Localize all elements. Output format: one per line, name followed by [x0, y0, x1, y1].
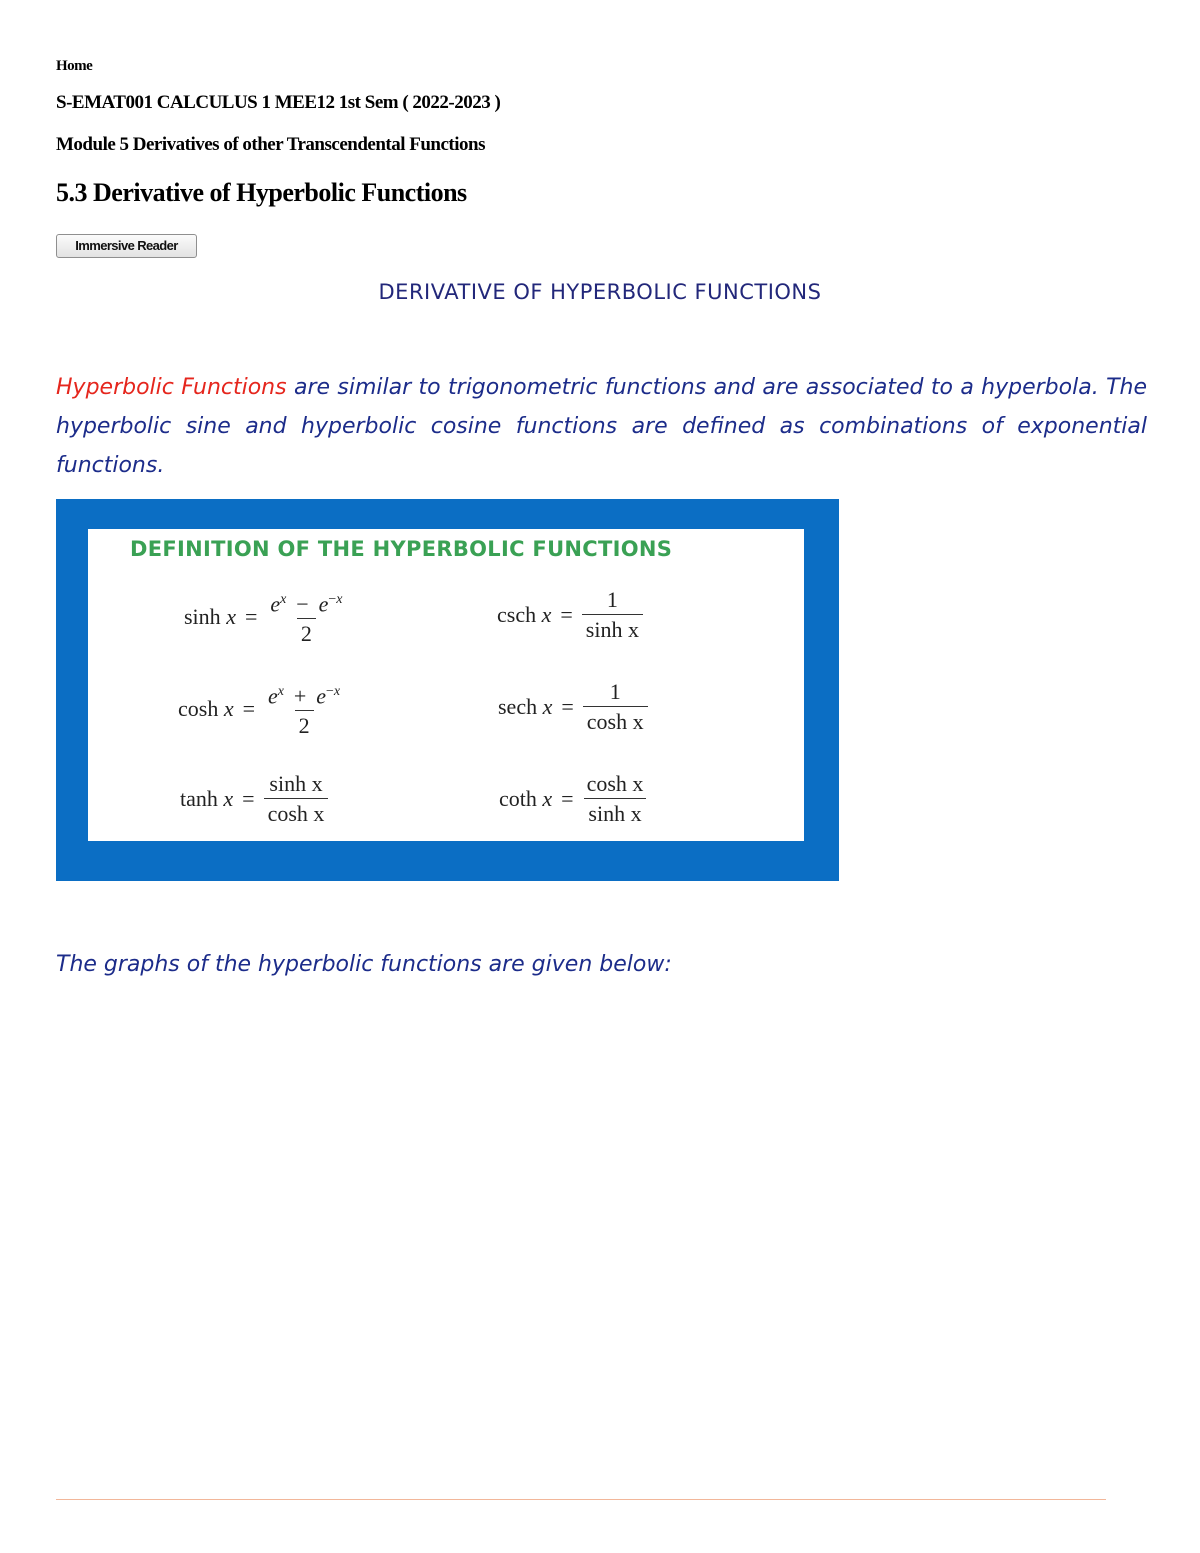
figure-title: DEFINITION OF THE HYPERBOLIC FUNCTIONS [130, 537, 673, 561]
equation-coth: coth x = $\frac{\text{cosh x}}{\text{sinh x}}$ [499, 771, 647, 827]
equation-coth-var: x [542, 786, 553, 811]
equation-csch: csch x = $\frac{1}{\text{sinh x}}$ [497, 587, 643, 643]
equation-sinh-numerator: $e^x - e^{-x}$ [270, 591, 343, 617]
equation-tanh: tanh x = $\frac{\text{sinh x}}{\text{cosh x}}$ [180, 771, 328, 827]
equation-sech: sech x = $\frac{1}{\text{cosh x}}$ [498, 679, 648, 735]
equation-sinh-name: sinh [184, 604, 221, 630]
footer-divider [56, 1499, 1106, 1500]
equation-csch-denominator: sinh x [582, 614, 643, 643]
section-heading: DERIVATIVE OF HYPERBOLIC FUNCTIONS [378, 280, 822, 304]
equation-tanh-numerator: sinh x [269, 771, 323, 796]
equation-csch-name: csch [497, 602, 537, 627]
equation-cosh-name: cosh [178, 696, 219, 722]
breadcrumb-course-link[interactable]: S-EMAT001 CALCULUS 1 MEE12 1st Sem ( 2022-2023 ) [56, 92, 501, 113]
graphs-intro-text: The graphs of the hyperbolic functions are given below: [56, 952, 672, 977]
equation-sech-numerator: 1 [609, 679, 621, 704]
equation-tanh-var: x [223, 786, 234, 811]
equation-tanh-name: tanh [180, 786, 218, 811]
equation-sech-var: x [542, 694, 553, 719]
breadcrumb-home-link[interactable]: Home [56, 58, 93, 74]
equation-sech-denominator: cosh x [583, 706, 648, 735]
equation-sech-name: sech [498, 694, 538, 719]
equation-sinh: sinh x = $\frac{e^x - e^{-x}}{2}$ [184, 587, 346, 647]
equation-csch-var: x [541, 602, 552, 627]
intro-text: are similar to trigonometric functions and are associated to a hyperbola. The hyperbolic sine and hyperbolic cosine functions are defined as combinations of exponential functions. [56, 375, 1147, 478]
equation-cosh-var: x [223, 696, 234, 722]
equation-tanh-denominator: cosh x [264, 798, 329, 827]
equation-cosh-denominator: 2 [295, 710, 314, 739]
equation-cosh-numerator: $e^x + e^{-x}$ [268, 683, 341, 709]
definition-figure-panel [88, 529, 804, 841]
breadcrumb-module-link[interactable]: Module 5 Derivatives of other Transcendental Functions [56, 134, 485, 155]
immersive-reader-button[interactable]: Immersive Reader [56, 234, 197, 258]
equation-csch-numerator: 1 [606, 587, 618, 612]
equation-coth-numerator: cosh x [586, 771, 644, 796]
equation-cosh: cosh x = $\frac{e^x + e^{-x}}{2}$ [178, 679, 344, 739]
intro-paragraph [56, 368, 1147, 485]
page-title: 5.3 Derivative of Hyperbolic Functions [56, 178, 467, 207]
equation-coth-name: coth [499, 786, 537, 811]
equation-sinh-var: x [226, 604, 236, 630]
equation-coth-denominator: sinh x [584, 798, 645, 827]
equation-sinh-denominator: 2 [297, 618, 316, 647]
definition-figure [56, 499, 839, 881]
intro-highlight: Hyperbolic Functions [56, 375, 287, 400]
